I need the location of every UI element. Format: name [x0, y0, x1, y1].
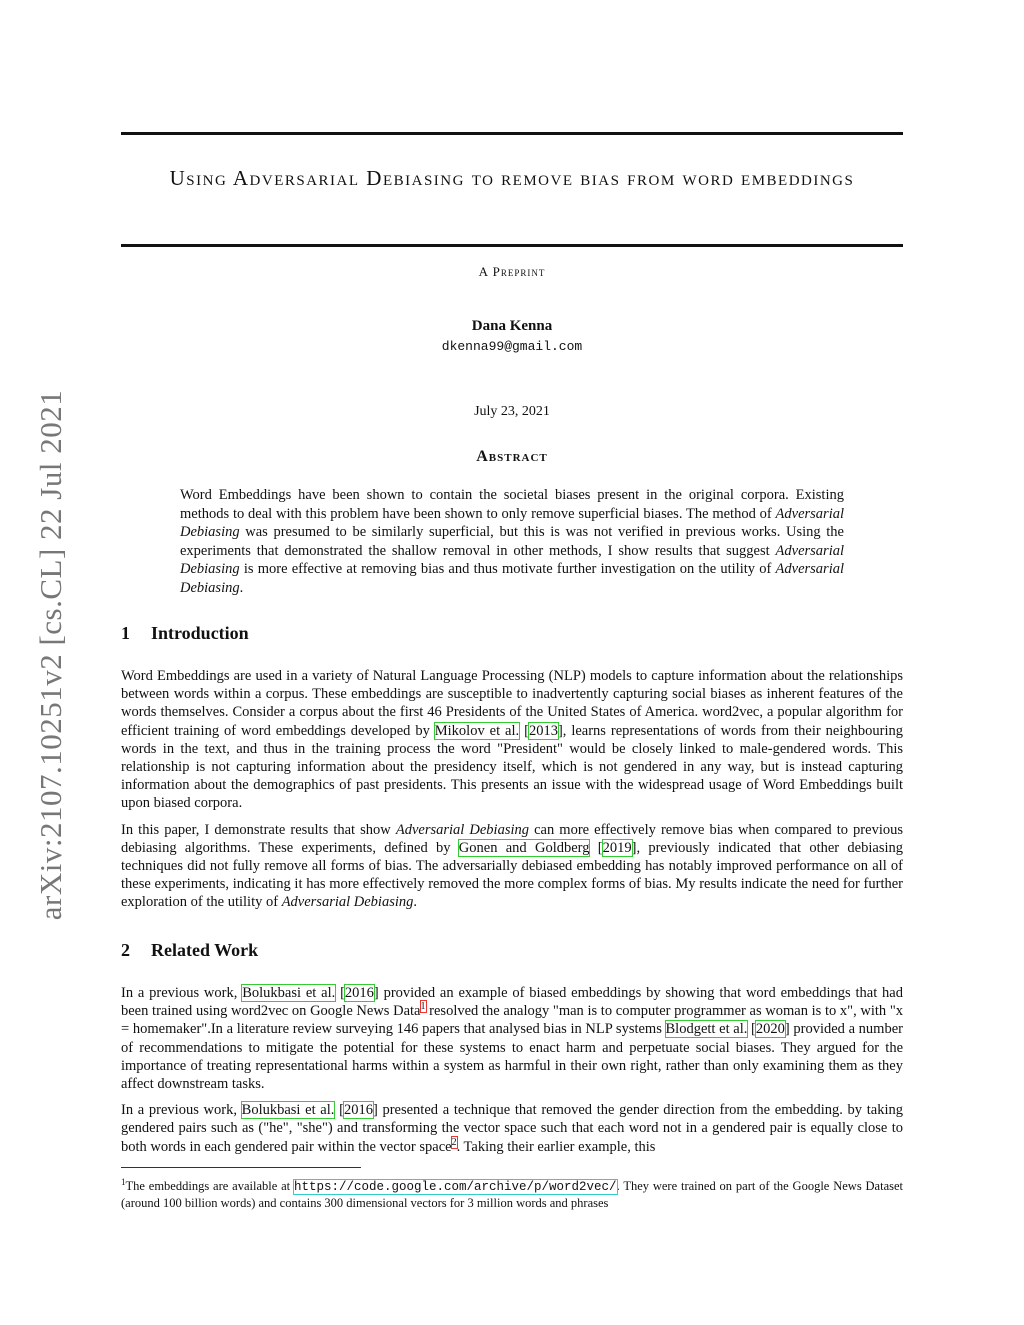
title-top-rule: [121, 132, 903, 135]
citation-link[interactable]: Mikolov et al.: [434, 722, 520, 739]
footnote-ref-link[interactable]: 1: [420, 1001, 426, 1013]
paper-date: July 23, 2021: [474, 404, 550, 419]
footnote-ref-link[interactable]: 2: [451, 1136, 457, 1148]
author-name: Dana Kenna: [471, 318, 553, 334]
section-heading-introduction: 1 Introduction: [121, 623, 249, 643]
citation-year-link[interactable]: 2019: [602, 839, 632, 856]
footnote-rule: [121, 1167, 361, 1168]
paragraph: In a previous work, Bolukbasi et al. [2016] provided an example of biased embeddings by showing that word embeddings that had been trained using word2vec on Google News Data$^1$ resolved the analogy "man is to computer programmer as woman is to x", with "x = homemaker".In a literature review surveying 146 papers that analysed bias in NLP systems Blodgett et al. [2020] provided a number of recommendations to mitigate the potential for these systems to enact harm and perpetuate social biases. They argued for the importance of treating representational harms within a system as harmful in their own right, rather than only examining them as they affect downstream tasks.: [121, 985, 903, 1093]
citation-year-link[interactable]: 2013: [528, 722, 558, 739]
preprint-label: A Preprint: [478, 264, 546, 279]
section-heading-related-work: 2 Related Work: [121, 940, 259, 960]
abstract-text: Word Embeddings have been shown to contain the societal biases present in the original corpora. Existing methods to deal with this problem have been shown to only remove superficial biases. The method of Adversarial Debiasing was presumed to be similarly superficial, but this is was not verified in previous works. Using the experiments that demonstrated the shallow removal in other methods, I show results that suggest Adversarial Debiasing is more effective at removing bias and thus motivate further investigation on the utility of Adversarial Debiasing.: [180, 487, 844, 596]
related-work-body: [121, 984, 903, 1164]
title-bottom-rule: [121, 244, 903, 247]
footnote-url-link[interactable]: https://code.google.com/archive/p/word2vec/: [294, 1180, 617, 1195]
abstract-heading: Abstract: [476, 448, 548, 465]
citation-year-link[interactable]: 2020: [755, 1021, 785, 1038]
citation-link[interactable]: Gonen and Goldberg: [458, 839, 590, 856]
citation-link[interactable]: Bolukbasi et al.: [242, 985, 336, 1001]
paragraph: In this paper, I demonstrate results that show Adversarial Debiasing can more effectively remove bias when compared to previous debiasing algorithms. These experiments, defined by Gonen and Goldberg [2019], previously indicated that other debiasing techniques did not fully remove all forms of bias. The adversarially debiased embedding has notably improved performance on all of these experiments, indicating it has more effectively removed the more complex forms of bias. My results indicate the need for further exploration of the utility of Adversarial Debiasing.: [121, 821, 903, 911]
introduction-body: [121, 667, 903, 920]
paper-title: Using Adversarial Debiasing to remove bias from word embeddings: [169, 166, 855, 190]
paragraph: Word Embeddings are used in a variety of Natural Language Processing (NLP) models to capture information about the relationships between words within a corpus. These embeddings are susceptible to inadvertently capturing social biases as inherent features of the words themselves. Consider a corpus about the first 46 Presidents of the United States of America. word2vec, a popular algorithm for efficient training of word embeddings developed by Mikolov et al. [2013], learns representations of words from their neighbouring words in the text, and thus in the training process the word "President" would be closely linked to male-gendered words. This relationship is not capturing information about the presidency itself, which is not gendered in any way, but is instead capturing information about the demographics of past presidents. This presents an issue with the widespread usage of Word Embeddings built upon biased corpora.: [121, 668, 903, 812]
footnote: $^1$The embeddings are available at https://code.google.com/archive/p/word2vec/. They were trained on part of the Google News Dataset (around 100 billion words) and contains 300 dimensional vectors for 3 million words and phrases: [121, 1177, 904, 1211]
citation-link[interactable]: Blodgett et al.: [665, 1021, 748, 1038]
citation-link[interactable]: Bolukbasi et al.: [241, 1102, 335, 1119]
citation-year-link[interactable]: 2016: [343, 1102, 373, 1119]
author-email: dkenna99@gmail.com: [441, 339, 583, 354]
citation-year-link[interactable]: 2016: [344, 985, 374, 1001]
paragraph: In a previous work, Bolukbasi et al. [2016] presented a technique that removed the gender direction from the embedding. by taking gendered pairs such as ("he", "she") and transforming the vector space such that each word not in a gendered pair is equally close to both words in each gendered pair within the vector space$^2$. Taking their earlier example, this: [121, 1102, 903, 1155]
arxiv-identifier: arXiv:2107.10251v2 [cs.CL] 22 Jul 2021: [33, 389, 68, 921]
